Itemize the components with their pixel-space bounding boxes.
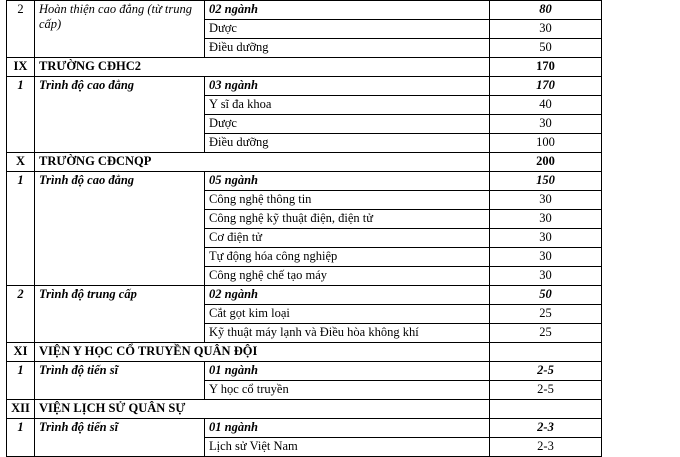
cell-index: [7, 153, 35, 172]
cell-index: [7, 286, 35, 343]
table-row: [7, 419, 602, 438]
table-body: [7, 1, 602, 457]
cell-quota: [490, 210, 602, 229]
major-text: Lịch sử Việt Nam: [209, 439, 298, 453]
table-row: [7, 286, 602, 305]
cell-quota: [490, 191, 602, 210]
table-row: [7, 1, 602, 20]
cell-quota: [490, 20, 602, 39]
cell-quota: [490, 267, 602, 286]
enrollment-quota-table: [6, 0, 602, 457]
cell-quota: [490, 400, 602, 419]
major-text: Công nghệ kỹ thuật điện, điện tử: [209, 211, 374, 225]
cell-index: [7, 343, 35, 362]
cell-major: [205, 438, 490, 457]
table-row: [7, 153, 602, 172]
cell-quota: [490, 134, 602, 153]
major-text: 02 ngành: [209, 287, 258, 301]
level-text: Trình độ cao đẳng: [39, 78, 135, 92]
cell-level: [35, 77, 205, 153]
major-text: Dược: [209, 21, 237, 35]
index-text: 2: [17, 287, 24, 301]
cell-level: [35, 419, 205, 457]
cell-major: [205, 381, 490, 400]
quota-text: 50: [539, 287, 552, 301]
organization-text: TRƯỜNG CĐHC2: [39, 59, 141, 73]
cell-major: [205, 210, 490, 229]
table-row: [7, 172, 602, 191]
major-text: 02 ngành: [209, 2, 258, 16]
table-row: [7, 77, 602, 96]
quota-text: 30: [539, 21, 552, 35]
quota-text: 30: [539, 211, 552, 225]
cell-index: [7, 58, 35, 77]
quota-text: 2-5: [537, 382, 554, 396]
cell-major: [205, 172, 490, 191]
cell-quota: [490, 343, 602, 362]
cell-level: [35, 172, 205, 286]
organization-text: VIỆN LỊCH SỬ QUÂN SỰ: [39, 401, 186, 415]
cell-quota: [490, 362, 602, 381]
cell-index: [7, 1, 35, 58]
level-text: Trình độ tiến sĩ: [39, 420, 119, 434]
level-text: Trình độ tiến sĩ: [39, 363, 119, 377]
cell-major: [205, 1, 490, 20]
index-text: 2: [17, 2, 24, 16]
cell-quota: [490, 248, 602, 267]
cell-major: [205, 362, 490, 381]
table-row: [7, 400, 602, 419]
cell-major: [205, 115, 490, 134]
quota-text: 80: [539, 2, 552, 16]
cell-organization: [35, 58, 490, 77]
cell-major: [205, 191, 490, 210]
cell-major: [205, 96, 490, 115]
index-text: 1: [17, 420, 24, 434]
index-text: 1: [17, 173, 24, 187]
cell-major: [205, 286, 490, 305]
major-text: Điều dưỡng: [209, 40, 269, 54]
level-text: Trình độ cao đẳng: [39, 173, 135, 187]
major-text: Dược: [209, 116, 237, 130]
major-text: Điều dưỡng: [209, 135, 269, 149]
major-text: 01 ngành: [209, 420, 258, 434]
major-text: Cơ điện tử: [209, 230, 262, 244]
index-text: XI: [13, 344, 28, 358]
cell-index: [7, 362, 35, 400]
cell-index: [7, 400, 35, 419]
cell-major: [205, 134, 490, 153]
cell-quota: [490, 39, 602, 58]
cell-index: [7, 419, 35, 457]
quota-text: 40: [539, 97, 552, 111]
major-text: Công nghệ thông tin: [209, 192, 312, 206]
level-text: Trình độ trung cấp: [39, 287, 137, 301]
major-text: Y sĩ đa khoa: [209, 97, 272, 111]
cell-quota: [490, 419, 602, 438]
cell-quota: [490, 77, 602, 96]
cell-quota: [490, 172, 602, 191]
cell-quota: [490, 58, 602, 77]
quota-text: 200: [536, 154, 555, 168]
quota-text: 30: [539, 230, 552, 244]
cell-major: [205, 20, 490, 39]
cell-major: [205, 39, 490, 58]
table-row: [7, 343, 602, 362]
cell-major: [205, 248, 490, 267]
cell-organization: [35, 343, 490, 362]
major-text: Công nghệ chế tạo máy: [209, 268, 328, 282]
level-text: Hoàn thiện cao đẳng (từ trung cấp): [39, 2, 192, 31]
quota-text: 30: [539, 268, 552, 282]
cell-quota: [490, 324, 602, 343]
major-text: Tự động hóa công nghiệp: [209, 249, 338, 263]
index-text: 1: [17, 363, 24, 377]
quota-text: 25: [539, 306, 552, 320]
cell-major: [205, 229, 490, 248]
index-text: IX: [13, 59, 28, 73]
quota-text: 170: [536, 59, 555, 73]
major-text: Y học cổ truyền: [209, 382, 289, 396]
quota-text: 30: [539, 249, 552, 263]
cell-index: [7, 77, 35, 153]
cell-level: [35, 286, 205, 343]
cell-quota: [490, 115, 602, 134]
cell-quota: [490, 229, 602, 248]
index-text: 1: [17, 78, 24, 92]
cell-organization: [35, 400, 490, 419]
major-text: 05 ngành: [209, 173, 258, 187]
quota-text: 100: [536, 135, 555, 149]
quota-text: 50: [539, 40, 552, 54]
cell-index: [7, 172, 35, 286]
table-row: [7, 58, 602, 77]
quota-text: 2-3: [537, 420, 554, 434]
quota-text: 170: [536, 78, 555, 92]
index-text: XII: [11, 401, 30, 415]
cell-quota: [490, 381, 602, 400]
quota-text: 25: [539, 325, 552, 339]
major-text: 03 ngành: [209, 78, 258, 92]
cell-major: [205, 77, 490, 96]
cell-quota: [490, 1, 602, 20]
cell-major: [205, 419, 490, 438]
cell-quota: [490, 305, 602, 324]
cell-level: [35, 362, 205, 400]
cell-major: [205, 305, 490, 324]
quota-text: 2-5: [537, 363, 554, 377]
quota-text: 30: [539, 192, 552, 206]
cell-major: [205, 324, 490, 343]
cell-quota: [490, 153, 602, 172]
quota-text: 150: [536, 173, 555, 187]
table-row: [7, 362, 602, 381]
organization-text: TRƯỜNG CĐCNQP: [39, 154, 152, 168]
cell-organization: [35, 153, 490, 172]
cell-quota: [490, 438, 602, 457]
cell-quota: [490, 96, 602, 115]
major-text: Cắt gọt kim loại: [209, 306, 290, 320]
organization-text: VIỆN Y HỌC CỔ TRUYỀN QUÂN ĐỘI: [39, 344, 258, 358]
cell-quota: [490, 286, 602, 305]
quota-text: 2-3: [537, 439, 554, 453]
cell-level: [35, 1, 205, 58]
major-text: 01 ngành: [209, 363, 258, 377]
cell-major: [205, 267, 490, 286]
index-text: X: [15, 154, 26, 168]
quota-text: 30: [539, 116, 552, 130]
major-text: Kỹ thuật máy lạnh và Điều hòa không khí: [209, 325, 419, 339]
